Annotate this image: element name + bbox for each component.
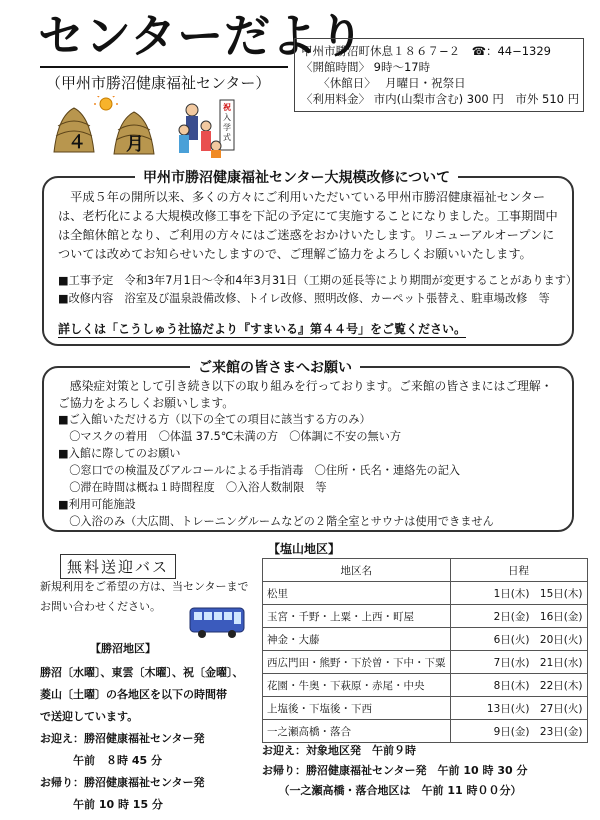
admission-criteria-list: 〇マスクの着用 〇体温 37.5℃未満の方 〇体調に不安の無い方 bbox=[58, 430, 402, 443]
dates-cell: 6日(火) 20日(火) bbox=[450, 628, 587, 651]
area-cell: 松里 bbox=[263, 582, 451, 605]
available-facilities-heading: ■利用可能施設 bbox=[58, 498, 136, 511]
entry-requests-list-2: 〇滞在時間は概ね１時間程度 〇入浴人数制限 等 bbox=[58, 481, 327, 494]
table-row bbox=[263, 628, 588, 651]
info-box bbox=[294, 38, 584, 112]
dates-cell: 2日(金) 16日(金) bbox=[450, 605, 587, 628]
katsunuma-line-1: 勝沼〔水曜〕、東雲〔木曜〕、祝〔金曜〕、 bbox=[40, 666, 244, 679]
fee-line: 〈利用料金〉 市内(山梨市含む) 300 円 市外 510 円 bbox=[301, 92, 580, 106]
admission-criteria-heading: ■ご入館いただける方（以下の全ての項目に該当する方のみ） bbox=[58, 413, 371, 426]
bus-intro-line-1: 新規利用をご希望の方は、当センターまで bbox=[40, 580, 249, 593]
enzan-return: お帰り：勝沼健康福祉センター発 午前 10 時 30 分 bbox=[262, 764, 528, 777]
construction-schedule: ■工事予定 令和3年7月1日～令和4年3月31日（工期の延長等により期間が変更することがあります） bbox=[58, 274, 578, 287]
svg-text:入: 入 bbox=[223, 113, 231, 122]
dates-cell: 1日(木) 15日(木) bbox=[450, 582, 587, 605]
header-illustration bbox=[44, 96, 244, 156]
enzan-schedule-table bbox=[262, 558, 588, 743]
katsunuma-line-2: 菱山〔土曜〕の各地区を以下の時間帯 bbox=[40, 688, 227, 701]
page-subtitle: （甲州市勝沼健康福祉センター） bbox=[46, 74, 271, 92]
table-row bbox=[263, 605, 588, 628]
svg-text:学: 学 bbox=[223, 123, 231, 132]
katsunuma-pickup-time: 午前 ８時 45 分 bbox=[40, 754, 162, 767]
dates-cell: 13日(火) 27日(火) bbox=[450, 697, 587, 720]
renovation-paragraph: 平成５年の開所以来、多くの方々にご利用いただいている甲州市勝沼健康福祉センターは、老朽化による大規模改修工事を下記の予定にて実施することになりました。工事期間中は全館休館となり、ご利用の方々にはご迷惑をおかけいたします。リニューアルオープンについては改めてお知らせいたしますので、ご理解ご協力をよろしくお願いいたします。 bbox=[58, 190, 558, 261]
area-cell: 玉宮・千野・上粟・上西・町屋 bbox=[263, 605, 451, 628]
katsunuma-heading: 【勝沼地区】 bbox=[90, 642, 156, 655]
dates-cell: 9日(金) 23日(金) bbox=[450, 720, 587, 743]
enzan-schedule-table-wrap bbox=[262, 558, 588, 743]
column-header-area: 地区名 bbox=[263, 559, 451, 582]
page-title: センターだより bbox=[38, 9, 366, 63]
svg-text:式: 式 bbox=[223, 133, 231, 142]
column-header-dates: 日程 bbox=[450, 559, 587, 582]
month-label: 月 bbox=[126, 134, 144, 155]
bus-intro-line-2: お問い合わせください。 bbox=[40, 600, 161, 613]
month-number: ４ bbox=[68, 132, 86, 153]
april-illustration bbox=[44, 96, 244, 158]
area-cell: 神金・大藤 bbox=[263, 628, 451, 651]
area-cell: 一之瀬高橋・落合 bbox=[263, 720, 451, 743]
address-line: 甲州市勝沼町休息１８６７−２ ☎：44−1329 bbox=[301, 44, 551, 58]
table-row bbox=[263, 720, 588, 743]
entry-requests-heading: ■入館に際してのお願い bbox=[58, 447, 181, 460]
bamboo-shoot-icon-2 bbox=[114, 112, 154, 155]
title-underline bbox=[40, 66, 288, 68]
enzan-pickup: お迎え：対象地区発 午前９時 bbox=[262, 744, 416, 757]
katsunuma-return-time: 午前 10 時 15 分 bbox=[40, 798, 163, 811]
details-reference-note: 詳しくは「こうしゅう社協だより『すまいる』第４４号」をご覧ください。 bbox=[58, 322, 467, 336]
svg-text:祝: 祝 bbox=[223, 103, 231, 112]
available-facilities-list: 〇入浴のみ（大広間、トレーニングルームなどの２階全室とサウナは使用できません bbox=[58, 515, 494, 528]
table-row bbox=[263, 582, 588, 605]
family-icon bbox=[179, 104, 211, 153]
katsunuma-pickup: お迎え：勝沼健康福祉センター発 bbox=[40, 732, 205, 745]
table-row bbox=[263, 651, 588, 674]
free-bus-title: 無料送迎バス bbox=[60, 554, 176, 579]
enzan-heading: 【塩山地区】 bbox=[268, 542, 341, 556]
closed-days-line: 〈休館日〉 月曜日・祝祭日 bbox=[301, 76, 466, 90]
area-cell: 上塩後・下塩後・下西 bbox=[263, 697, 451, 720]
renovation-details: ■改修内容 浴室及び温泉設備改修、トイレ改修、照明改修、カーペット張替え、駐車場改修 等 bbox=[58, 292, 550, 305]
sun-icon bbox=[94, 96, 118, 110]
entry-requests-list-1: 〇窓口での検温及びアルコールによる手指消毒 〇住所・氏名・連絡先の記入 bbox=[58, 464, 461, 477]
area-cell: 西広門田・熊野・下於曽・下中・下粟 bbox=[263, 651, 451, 674]
renovation-title: 甲州市勝沼健康福祉センター大規模改修について bbox=[135, 167, 458, 187]
table-row bbox=[263, 674, 588, 697]
area-cell: 花園・牛奥・下萩原・赤尾・中央 bbox=[263, 674, 451, 697]
bus-icon bbox=[188, 604, 248, 644]
bamboo-shoot-icon bbox=[54, 108, 94, 153]
entrance-ceremony-sign bbox=[211, 100, 234, 158]
dates-cell: 7日(水) 21日(水) bbox=[450, 651, 587, 674]
katsunuma-line-3: で送迎しています。 bbox=[40, 710, 139, 723]
opening-hours-line: 〈開館時間〉 9時～17時 bbox=[301, 60, 431, 74]
request-title: ご来館の皆さまへお願い bbox=[190, 357, 360, 377]
table-row bbox=[263, 697, 588, 720]
katsunuma-return: お帰り：勝沼健康福祉センター発 bbox=[40, 776, 205, 789]
enzan-return-note: （一之瀬高橋・落合地区は 午前 11 時００分） bbox=[262, 784, 522, 797]
request-paragraph: 感染症対策として引き続き以下の取り組みを行っております。ご来館の皆さまにはご理解・ご協力をよろしくお願いします。 bbox=[58, 379, 553, 410]
dates-cell: 8日(木) 22日(木) bbox=[450, 674, 587, 697]
